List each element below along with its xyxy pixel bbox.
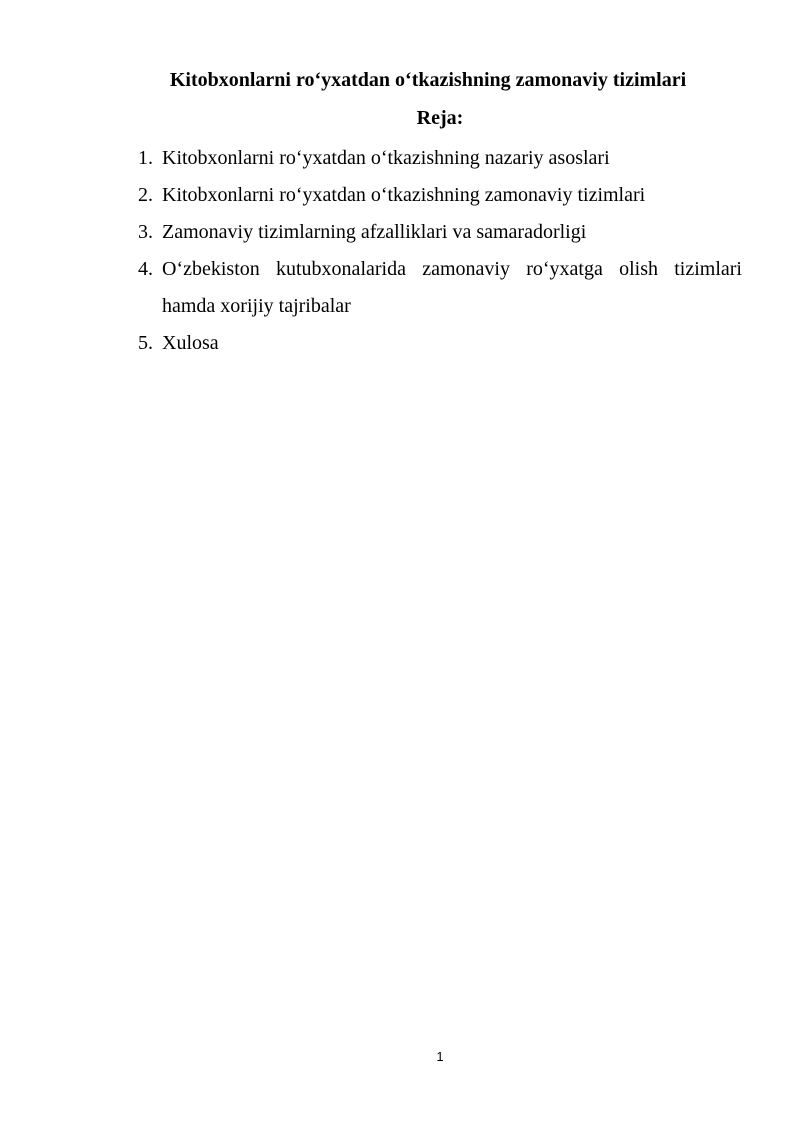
plan-item-text: Xulosa [162, 332, 219, 354]
plan-item-number: 4. [138, 258, 153, 280]
plan-item-text: Kitobxonlarni ro‘yxatdan o‘tkazishning zamonaviy tizimlari [162, 184, 646, 206]
plan-item-number: 3. [138, 221, 153, 243]
plan-item-text: Kitobxonlarni ro‘yxatdan o‘tkazishning nazariy asoslari [162, 147, 610, 169]
plan-item-2 [138, 177, 742, 214]
plan-item-3 [138, 214, 742, 251]
document-title: Kitobxonlarni ro‘yxatdan o‘tkazishning zamonaviy tizimlari [169, 69, 687, 91]
plan-item-text-line1: O‘zbekiston kutubxonalarida zamonaviy ro‘yxatga olish tizimlari [162, 258, 742, 280]
plan-item-5 [138, 325, 742, 362]
plan-list [138, 140, 742, 362]
plan-item-4 [138, 251, 742, 325]
plan-item-text: Zamonaviy tizimlarning afzalliklari va samaradorligi [162, 221, 587, 243]
plan-item-number: 2. [138, 184, 153, 206]
plan-item-text-line2: hamda xorijiy tajribalar [162, 295, 351, 317]
plan-item-1 [138, 140, 742, 177]
plan-item-number: 5. [138, 332, 153, 354]
plan-heading: Reja: [416, 107, 464, 129]
plan-item-number: 1. [138, 147, 153, 169]
page-number: 1 [436, 1049, 444, 1064]
